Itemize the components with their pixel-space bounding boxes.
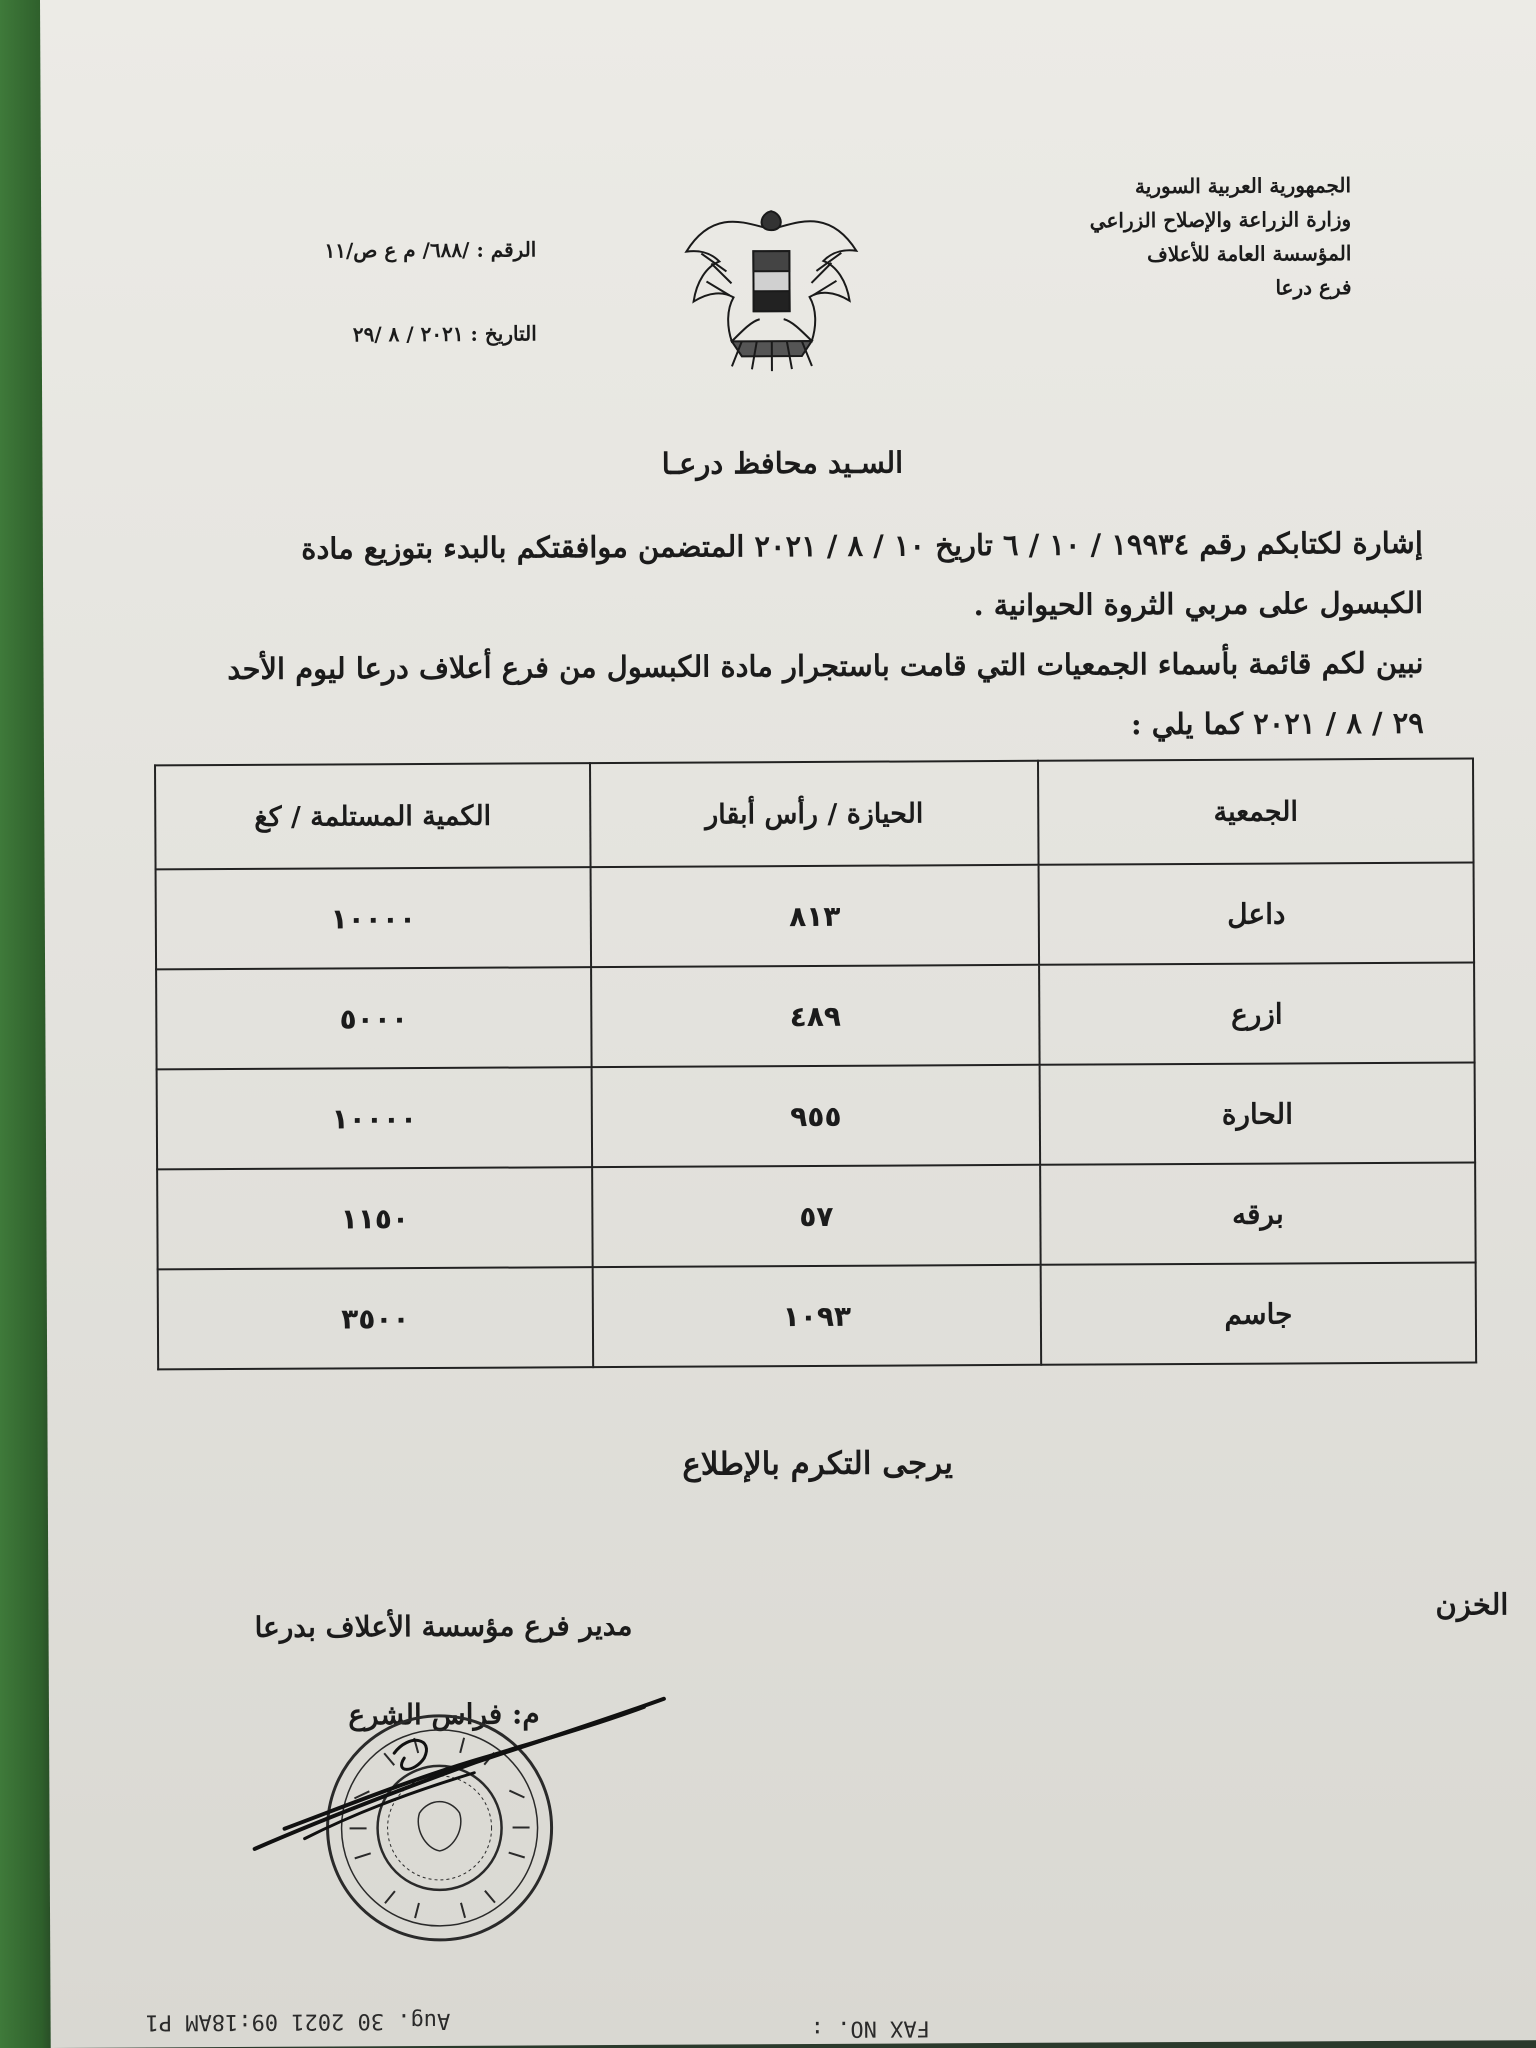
signatory-title: مدير فرع مؤسسة الأعلاف بدرعا: [254, 1608, 633, 1644]
table-header-row: [155, 759, 1474, 870]
cell-association: ازرع: [1039, 963, 1474, 1065]
table-row: [158, 1263, 1477, 1370]
associations-table: [154, 758, 1477, 1371]
cell-association: برقه: [1040, 1163, 1475, 1265]
syrian-eagle-emblem-icon: [671, 191, 872, 377]
document-page: [40, 0, 1536, 2048]
letterhead-country: الجمهورية العربية السورية: [1134, 173, 1352, 199]
table-row: [157, 1063, 1476, 1170]
letterhead-organization: المؤسسة العامة للأعلاف: [1147, 241, 1352, 267]
header-holdings: الحيازة / رأس أبقار: [590, 761, 1039, 867]
cell-holdings: ٤٨٩: [591, 965, 1040, 1067]
header-association: الجمعية: [1038, 759, 1473, 865]
fax-number: FAX NO. :: [810, 2015, 930, 2041]
reference-date: التاريخ : ٢٠٢١ / ٨ /٢٩: [352, 321, 537, 347]
body-paragraph-1: إشارة لكتابكم رقم ١٩٩٣٤ / ١٠ / ٦ تاريخ ١٠ / ٨ / ٢٠٢١ المتضمن موافقتكم بالبدء بتوزيع مادة الكبسول على مربي الثروة الحيوانية .: [301, 525, 1424, 623]
signatory-name: م: فراس الشرع: [348, 1697, 540, 1732]
closing-line: يرجى التكرم بالإطلاع: [682, 1445, 954, 1483]
cell-association: الحارة: [1040, 1063, 1475, 1165]
cell-holdings: ٥٧: [592, 1165, 1041, 1267]
cell-quantity: ٥٠٠٠: [156, 967, 591, 1069]
handwritten-signature-icon: [244, 1677, 675, 1859]
cell-quantity: ٣٥٠٠: [158, 1267, 593, 1369]
cell-quantity: ١٠٠٠٠: [156, 867, 591, 969]
cell-quantity: ١٠٠٠٠: [157, 1067, 592, 1169]
cell-association: داعل: [1039, 863, 1474, 965]
cc-treasury: الخزن: [1435, 1587, 1509, 1622]
fax-timestamp: Aug. 30 2021 09:18AM P1: [145, 2007, 451, 2035]
header-quantity: الكمية المستلمة / كغ: [155, 763, 590, 869]
letterhead-branch: فرع درعا: [1275, 275, 1352, 300]
letterhead: [991, 168, 1352, 306]
letter-body: [203, 513, 1424, 759]
cell-quantity: ١١٥٠: [157, 1167, 592, 1269]
table-row: [157, 1163, 1476, 1270]
cell-association: جاسم: [1041, 1263, 1476, 1365]
table-row: [156, 963, 1475, 1070]
table-row: [156, 863, 1475, 970]
reference-block: [206, 207, 537, 377]
salutation: السـيد محافظ درعـا: [661, 445, 904, 481]
cell-holdings: ٨١٣: [591, 865, 1040, 967]
letterhead-ministry: وزارة الزراعة والإصلاح الزراعي: [1089, 207, 1352, 233]
cell-holdings: ١٠٩٣: [593, 1265, 1042, 1367]
cell-holdings: ٩٥٥: [592, 1065, 1041, 1167]
body-paragraph-2: نبين لكم قائمة بأسماء الجمعيات التي قامت باستجرار مادة الكبسول من فرع أعلاف درعا ليوم الأحد ٢٩ / ٨ / ٢٠٢١ كما يلي :: [227, 645, 1424, 742]
reference-number: الرقم : /٦٨٨/ م ع ص/١١: [324, 237, 537, 263]
